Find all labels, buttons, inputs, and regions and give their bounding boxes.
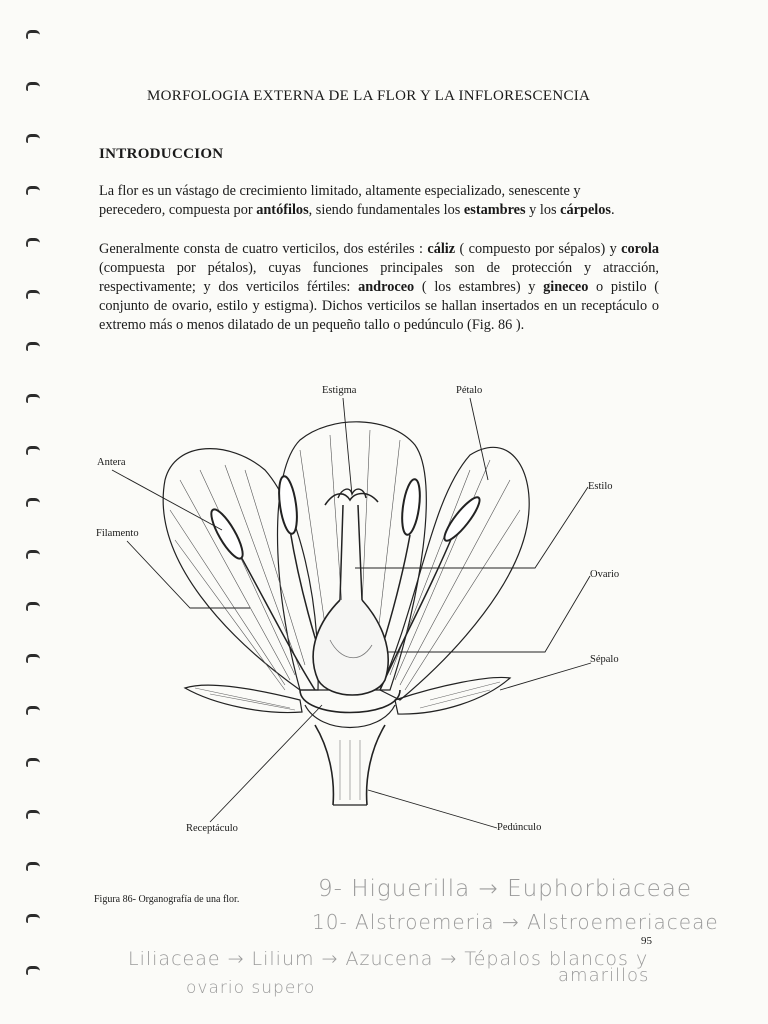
label-petalo: Pétalo bbox=[456, 385, 483, 396]
label-sepalo: Sépalo bbox=[590, 654, 619, 665]
text-run: Generalmente consta de cuatro verticilos, dos estériles : bbox=[99, 241, 423, 257]
term-estambres: estambres bbox=[463, 202, 526, 218]
handwritten-note: ovario supero bbox=[186, 978, 316, 998]
text-run: ( compuesto por sépalos) y bbox=[459, 241, 617, 257]
term-corola: corola bbox=[621, 241, 659, 257]
term-androceo: androceo bbox=[358, 279, 415, 295]
term-carpelos: cárpelos bbox=[560, 202, 611, 218]
label-pedunculo: Pedúnculo bbox=[497, 822, 542, 833]
handwritten-note: amarillos bbox=[558, 965, 650, 986]
term-caliz: cáliz bbox=[427, 241, 456, 257]
text-run: y los bbox=[529, 202, 557, 218]
term-gineceo: gineceo bbox=[543, 279, 589, 295]
text-run: (compuesta por pétalos), cuyas funciones principales son de protección y atracción, respectivamente; y dos verticilos fértiles: bbox=[99, 260, 659, 295]
section-heading: INTRODUCCION bbox=[99, 146, 224, 162]
handwritten-note: 9- Higuerilla → Euphorbiaceae bbox=[318, 876, 693, 902]
term-antofilos: antófilos bbox=[256, 202, 309, 218]
text-run: ( los estambres) y bbox=[421, 279, 536, 295]
text-run: . bbox=[611, 202, 615, 218]
label-receptaculo: Receptáculo bbox=[186, 823, 238, 834]
label-ovario: Ovario bbox=[590, 569, 620, 580]
text-run: perecedero, compuesta por bbox=[99, 202, 253, 218]
text-run: o pistilo ( conjunto de ovario, estilo y estigma). Dichos verticilos se hallan insertados en un receptáculo o extremo más o menos dilatado de un pequeño tallo o pedúnculo (Fig. 86 ). bbox=[99, 279, 660, 333]
text-run: La flor es un vástago de crecimiento limitado, altamente especializado, senescente y bbox=[99, 183, 581, 199]
handwritten-note: Liliaceae → Lilium → Azucena → Tépalos blancos y bbox=[128, 948, 649, 970]
petal-left bbox=[163, 449, 318, 690]
page-number: 95 bbox=[641, 935, 652, 947]
handwritten-note: 10- Alstroemeria → Alstroemeriaceae bbox=[312, 910, 719, 934]
figure-caption: Figura 86- Organografía de una flor. bbox=[94, 894, 240, 905]
page-title: MORFOLOGIA EXTERNA DE LA FLOR Y LA INFLORESCENCIA bbox=[147, 88, 591, 104]
label-filamento: Filamento bbox=[96, 528, 139, 539]
label-estilo: Estilo bbox=[588, 481, 613, 492]
sepal-right bbox=[395, 677, 510, 714]
text-run: , siendo fundamentales los bbox=[308, 202, 461, 218]
label-antera: Antera bbox=[97, 457, 126, 468]
label-estigma: Estigma bbox=[322, 385, 357, 396]
